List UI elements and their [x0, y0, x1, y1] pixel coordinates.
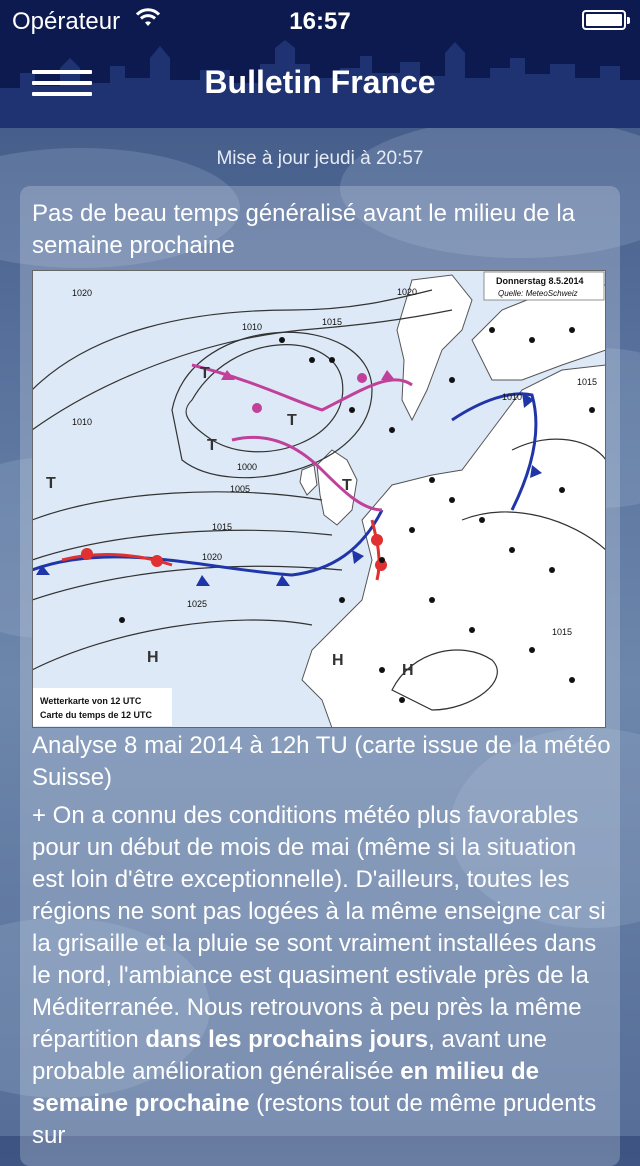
high-pressure-marker: H [332, 652, 344, 669]
isobar-label: 1015 [552, 627, 573, 637]
isobar-label: 1015 [577, 377, 598, 387]
map-footer-fr: Carte du temps de 12 UTC [40, 710, 153, 720]
article-body [32, 800, 612, 1152]
isobar-label: 1015 [322, 317, 343, 327]
status-bar [0, 0, 640, 40]
map-footer-de: Wetterkarte von 12 UTC [40, 696, 142, 706]
map-date: Donnerstag 8.5.2014 [496, 276, 584, 286]
isobar-label: 1020 [202, 552, 223, 562]
body-bold-1: dans les prochains jours [145, 1026, 429, 1053]
isobar-label: 1020 [72, 288, 93, 298]
weather-map-image[interactable] [32, 270, 606, 728]
isobar-label: 1010 [242, 322, 263, 332]
low-pressure-marker: T [287, 412, 297, 429]
article-title: Pas de beau temps généralisé avant le milieu de la semaine prochaine [32, 200, 575, 259]
isobar-label: 1025 [187, 599, 208, 609]
map-source: Quelle: MeteoSchweiz [498, 289, 578, 298]
status-time: 16:57 [289, 8, 351, 35]
high-pressure-marker: H [147, 649, 159, 666]
isobar-label: 1015 [212, 522, 233, 532]
isobar-label: 1000 [237, 462, 258, 472]
isobar-label: 1010 [72, 417, 93, 427]
map-caption: Analyse 8 mai 2014 à 12h TU (carte issue de la météo Suisse) [32, 732, 611, 791]
body-text-1: + On a connu des conditions météo plus favorables pour un début de mois de mai (même si la situation est loin d'être exceptionnelle). D'ailleurs, toutes les régions ne sont pas logées à la même enseigne car si la grisaille et la pluie se sont vraiment installées dans le nord, l'ambiance est quasiment estivale près de la Méditerranée. Nous retrouvons à peu près la même répartition [32, 802, 606, 1053]
low-pressure-marker: T [342, 477, 352, 494]
low-pressure-marker: T [200, 365, 210, 382]
body-text-3: (restons tout de même prudents sur [32, 1090, 597, 1149]
high-pressure-marker: H [402, 662, 414, 679]
isobar-label: 1010 [502, 392, 523, 402]
battery-icon [582, 10, 626, 30]
carrier-name: Opérateur [12, 8, 121, 35]
update-timestamp: Mise à jour jeudi à 20:57 [216, 148, 424, 169]
isobar-label: 1020 [397, 287, 418, 297]
isobar-label: 1005 [230, 484, 251, 494]
body-bold-2: en milieu de semaine prochaine [32, 1058, 539, 1117]
body-text-2: , avant une probable amélioration généralisée [32, 1026, 547, 1085]
low-pressure-marker: T [207, 437, 217, 454]
low-pressure-marker: T [46, 475, 56, 492]
page-title: Bulletin France [204, 64, 436, 100]
